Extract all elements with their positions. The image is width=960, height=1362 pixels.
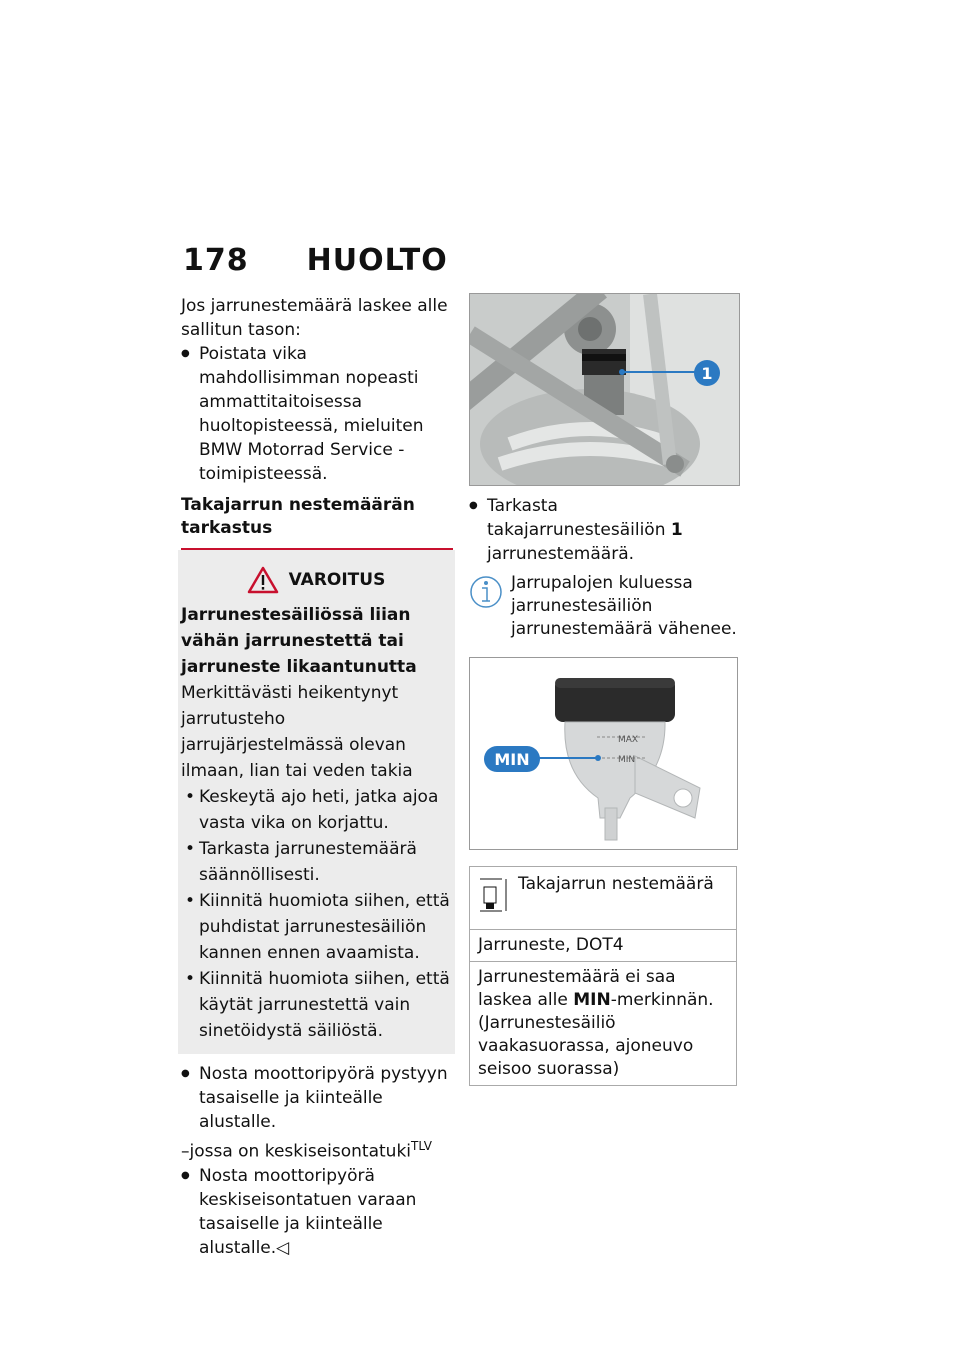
intro-bullet: ● Poistata vika mahdollisimman nopeasti ammattitaitoisessa huoltopisteessä, mieluiten BMW Motorrad Service -toimipisteessä. — [181, 342, 453, 486]
info-note — [469, 572, 739, 641]
left-column — [181, 294, 453, 1260]
step-check-text: Tarkasta takajarrunestesäiliön — [487, 496, 666, 540]
reservoir-illustration — [470, 658, 737, 849]
spec-title: Takajarrun nestemäärä — [518, 874, 714, 894]
step-lift: ● Nosta moottoripyörä pystyyn tasaiselle ja kiinteälle alustalle. — [181, 1062, 453, 1134]
spec-note-pre: Jarrunestemäärä ei saa laskea alle — [478, 967, 676, 1010]
step-check — [469, 494, 739, 566]
variant-text: –jossa on keskiseisontatuki — [181, 1141, 412, 1162]
warning-item: • Kiinnitä huomiota siihen, että puhdistat jarrunestesäiliön kannen ennen avaamista. — [181, 888, 451, 966]
section-title: HUOLTO — [306, 243, 448, 278]
variant-ref: TLV — [411, 1139, 432, 1153]
min-mark-label: MIN — [618, 755, 636, 765]
fluid-level-icon — [478, 873, 510, 915]
warning-header — [181, 566, 451, 594]
reservoir-min-illustration — [469, 657, 738, 850]
spec-note-row — [470, 961, 736, 1085]
warning-label: VAROITUS — [288, 570, 386, 590]
page-number: 178 — [183, 243, 249, 278]
intro-text: Jos jarrunestemäärä laskee alle sallitun tason: — [181, 296, 448, 340]
spec-note-post: -merkinnän. (Jarrunestesäiliö vaakasuorassa, ajoneuvo seisoo suorassa) — [478, 990, 714, 1079]
step-check-tail: jarrunestemäärä. — [487, 544, 635, 564]
info-icon — [469, 572, 503, 612]
warning-item: • Keskeytä ajo heti, jatka ajoa vasta vika on korjattu. — [181, 784, 451, 836]
min-callout: MIN — [494, 750, 530, 769]
right-column — [469, 293, 739, 1086]
max-mark-label: MAX — [618, 735, 639, 745]
info-text: Jarrupalojen kuluessa jarrunestesäiliön jarrunestemäärä vähenee. — [511, 573, 737, 639]
warning-title: Jarrunestesäiliössä liian vähän jarrunestettä tai jarruneste likaantunutta — [181, 605, 417, 677]
warning-box — [178, 550, 455, 1054]
step-center-stand — [181, 1164, 453, 1260]
spec-header-row — [470, 867, 736, 929]
variant-line — [181, 1134, 453, 1164]
spec-note-min: MIN — [573, 990, 611, 1010]
spec-table — [469, 866, 737, 1086]
end-mark-icon: ◁ — [276, 1237, 290, 1258]
warning-text: Merkittävästi heikentynyt jarrutusteho jarrujärjestelmässä olevan ilmaan, lian tai veden takia — [181, 683, 413, 781]
step-ref: 1 — [670, 520, 683, 540]
page-header — [183, 243, 448, 278]
rear-brake-reservoir-photo — [469, 293, 740, 486]
warning-item: • Kiinnitä huomiota siihen, että käytät jarrunestettä vain sinetöidystä säiliöstä. — [181, 966, 451, 1044]
subsection-title: Takajarrun nestemäärän tarkastus — [181, 495, 415, 538]
photo-callout-number: 1 — [701, 364, 713, 383]
spec-fluid-row: Jarruneste, DOT4 — [470, 929, 736, 961]
motorcycle-frame-illustration — [470, 294, 739, 485]
step-center-stand-text: Nosta moottoripyörä keskiseisontatuen varaan tasaiselle ja kiinteälle alustalle. — [199, 1165, 417, 1258]
warning-triangle-icon — [247, 566, 279, 594]
warning-item: • Tarkasta jarrunestemäärä säännöllisesti. — [181, 836, 451, 888]
